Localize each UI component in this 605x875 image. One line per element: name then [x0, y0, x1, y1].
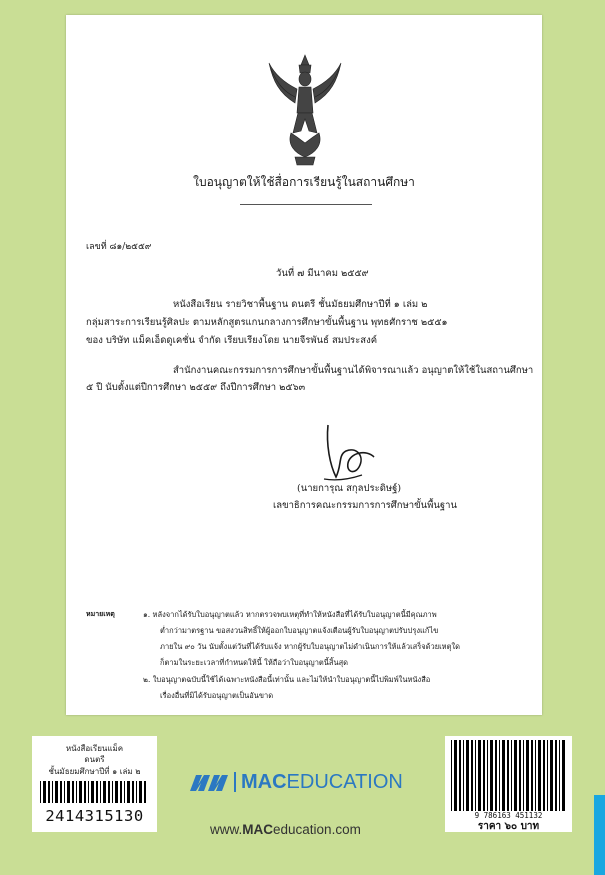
barcode-stripe	[463, 740, 464, 811]
barcode-stripe	[451, 740, 452, 811]
barcode-stripe	[136, 781, 137, 803]
barcode-stripe	[535, 740, 536, 811]
barcode-stripe	[471, 740, 473, 811]
garuda-emblem-icon	[265, 53, 345, 168]
barcode-stripe	[124, 781, 125, 803]
brand-mac-text: MAC	[241, 770, 287, 793]
barcode-stripe	[120, 781, 122, 803]
barcode-stripe	[487, 740, 488, 811]
url-bold: MAC	[242, 822, 274, 837]
isbn-number: 9 786163 451132	[474, 811, 543, 820]
note-line: ๒. ใบอนุญาตฉบับนี้ใช้ได้เฉพาะหนังสือนี้เท่านั้น และไม่ให้นำใบอนุญาตนี้ไปพิมพ์ในหนังสือ	[143, 675, 431, 684]
barcode-stripe	[495, 740, 497, 811]
barcode-stripe	[559, 740, 560, 811]
barcode-stripe	[55, 781, 58, 803]
body-line: ๕ ปี นับตั้งแต่ปีการศึกษา ๒๕๕๙ ถึงปีการศึกษา ๒๕๖๓	[86, 382, 306, 393]
url-suffix: education.com	[273, 822, 361, 837]
body-line: หนังสือเรียน รายวิชาพื้นฐาน ดนตรี ชั้นมัธยมศึกษาปีที่ ๑ เล่ม ๒	[173, 299, 428, 310]
barcode-stripe	[84, 781, 86, 803]
barcode-stripe	[139, 781, 142, 803]
barcode-stripe	[67, 781, 70, 803]
barcode-stripe	[60, 781, 62, 803]
barcode-stripe	[478, 740, 481, 811]
barcode-stripe	[96, 781, 98, 803]
price-text: ราคา ๖๐ บาท	[477, 821, 540, 832]
publisher-brand	[190, 770, 403, 794]
product-label	[32, 736, 157, 832]
edge-accent-bar	[594, 795, 605, 875]
barcode-stripe	[547, 740, 548, 811]
brand-divider	[234, 772, 236, 792]
barcode-stripe	[483, 740, 485, 811]
barcode-stripe	[40, 781, 41, 803]
permit-number: เลขที่ ๘๑/๒๕๕๙	[86, 242, 152, 252]
note-line: ก็ตามในระยะเวลาที่กำหนดให้นี้ ให้ถือว่าใบอนุญาตนี้สิ้นสุด	[160, 658, 349, 667]
signer-position: เลขาธิการคณะกรรมการการศึกษาขั้นพื้นฐาน	[273, 500, 457, 511]
barcode-stripe	[519, 740, 521, 811]
note-line: ภายใน ๙๐ วัน นับตั้งแต่วันที่ได้รับแจ้ง หากผู้รับใบอนุญาตไม่ดำเนินการให้แล้วเสร็จด้วยเหตุใด	[160, 642, 461, 651]
barcode-stripe	[115, 781, 118, 803]
barcode-stripe	[112, 781, 113, 803]
barcode-stripe	[64, 781, 65, 803]
barcode-stripe	[550, 740, 553, 811]
barcode-stripe	[108, 781, 110, 803]
body-line: สำนักงานคณะกรรมการการศึกษาขั้นพื้นฐานได้พิจารณาแล้ว อนุญาตให้ใช้ในสถานศึกษา	[173, 365, 534, 376]
brand-education-text: EDUCATION	[286, 770, 403, 793]
barcode-stripe	[48, 781, 50, 803]
note-label: หมายเหตุ	[86, 609, 115, 618]
barcode-stripe	[127, 781, 130, 803]
permit-date: วันที่ ๗ มีนาคม ๒๕๕๙	[276, 268, 369, 279]
barcode-stripe	[52, 781, 53, 803]
barcode-stripe	[511, 740, 512, 811]
barcode-stripe	[76, 781, 77, 803]
barcode-stripe	[507, 740, 509, 811]
barcode-stripe	[555, 740, 557, 811]
product-series: หนังสือเรียนแม็ค	[65, 744, 124, 753]
signature-mark	[316, 415, 382, 490]
barcode-stripe	[132, 781, 134, 803]
barcode-stripe	[502, 740, 505, 811]
note-line: ต่ำกว่ามาตรฐาน ขอสงวนสิทธิ์ให้ผู้ออกใบอนุญาตแจ้งเตือนผู้รับใบอนุญาตปรับปรุงแก้ไข	[160, 626, 439, 635]
barcode-stripe	[103, 781, 106, 803]
barcode-stripe	[454, 740, 457, 811]
note-line: เรื่องอื่นที่มิได้รับอนุญาตเป็นอันขาด	[160, 691, 274, 700]
barcode-stripe	[144, 781, 146, 803]
signer-name: (นายการุณ สกุลประดิษฐ์)	[297, 483, 402, 494]
product-barcode	[40, 781, 148, 803]
title-divider	[240, 204, 372, 205]
publisher-url[interactable]	[210, 822, 361, 837]
barcode-stripe	[562, 740, 565, 811]
barcode-stripe	[490, 740, 493, 811]
barcode-stripe	[514, 740, 517, 811]
product-subject: ดนตรี	[84, 755, 105, 764]
product-grade: ชั้นมัธยมศึกษาปีที่ ๑ เล่ม ๒	[48, 767, 141, 776]
permit-letter	[66, 15, 542, 715]
barcode-stripe	[543, 740, 545, 811]
barcode-stripe	[499, 740, 500, 811]
barcode-stripe	[459, 740, 461, 811]
body-line: ของ บริษัท แม็คเอ็ดดูเคชั่น จำกัด เรียบเรียงโดย นายจีรพันธ์ สมประสงค์	[86, 335, 378, 346]
mac-logo-icon	[190, 771, 230, 793]
url-prefix: www.	[210, 822, 243, 837]
barcode-stripe	[79, 781, 82, 803]
barcode-stripe	[72, 781, 74, 803]
barcode-stripe	[526, 740, 529, 811]
barcode-stripe	[531, 740, 533, 811]
barcode-stripe	[91, 781, 94, 803]
barcode-stripe	[466, 740, 469, 811]
body-line: กลุ่มสาระการเรียนรู้ศิลปะ ตามหลักสูตรแกนกลางการศึกษาขั้นพื้นฐาน พุทธศักราช ๒๕๕๑	[86, 317, 448, 328]
barcode-stripe	[88, 781, 89, 803]
barcode-stripe	[475, 740, 476, 811]
isbn-label	[445, 736, 572, 832]
permit-title: ใบอนุญาตให้ใช้สื่อการเรียนรู้ในสถานศึกษา	[193, 175, 415, 189]
barcode-stripe	[100, 781, 101, 803]
barcode-stripe	[523, 740, 524, 811]
barcode-stripe	[538, 740, 541, 811]
note-line: ๑. หลังจากได้รับใบอนุญาตแล้ว หากตรวจพบเหตุที่ทำให้หนังสือที่ได้รับใบอนุญาตนี้มีคุณภาพ	[143, 610, 437, 619]
product-code: 2414315130	[45, 807, 144, 825]
barcode-stripe	[43, 781, 46, 803]
isbn-barcode	[451, 740, 566, 811]
